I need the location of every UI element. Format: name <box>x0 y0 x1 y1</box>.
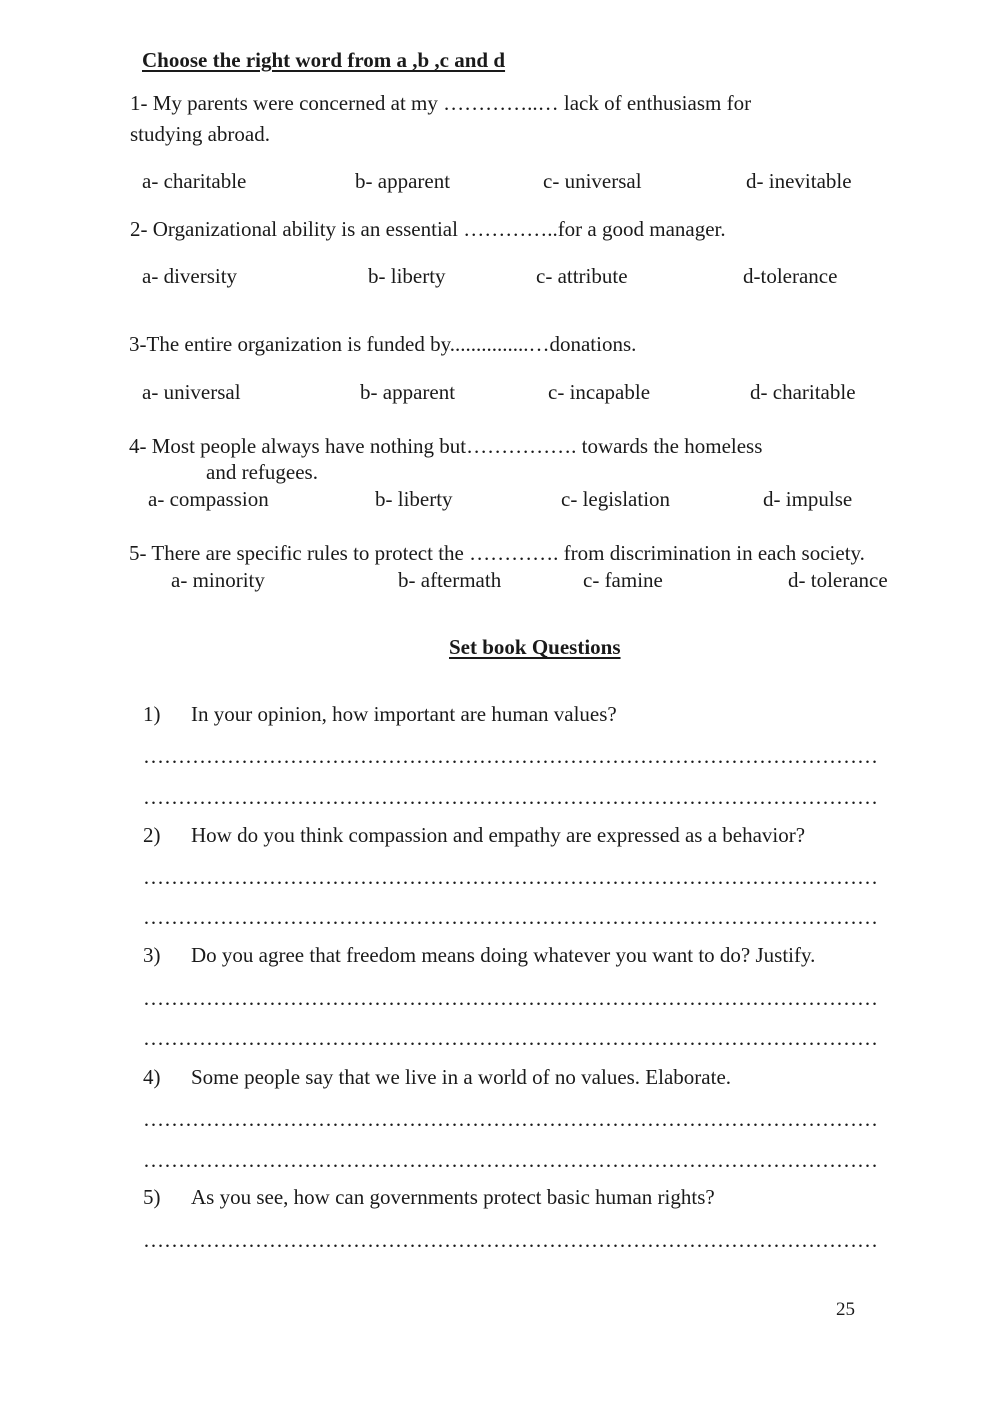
setbook-question-3-number: 3) <box>143 943 161 967</box>
mcq-4-option-d: d- impulse <box>763 487 853 511</box>
mcq-1-option-c: c- universal <box>543 169 642 193</box>
section-heading-mcq: Choose the right word from a ,b ,c and d <box>142 48 506 72</box>
answer-line: …………………………………………………………………………………………… <box>143 787 878 808</box>
page-number: 25 <box>836 1299 855 1320</box>
setbook-question-4-number: 4) <box>143 1065 161 1089</box>
mcq-question-4: 4- Most people always have nothing but……………. towards the homeless <box>129 434 763 458</box>
mcq-4-option-c: c- legislation <box>561 487 671 511</box>
mcq-question-1-continued: studying abroad. <box>130 122 270 146</box>
mcq-5-option-b: b- aftermath <box>398 568 502 592</box>
mcq-3-option-a: a- universal <box>142 380 241 404</box>
answer-line: …………………………………………………………………………………………… <box>143 1150 878 1171</box>
mcq-2-option-b: b- liberty <box>368 264 446 288</box>
mcq-4-option-b: b- liberty <box>375 487 453 511</box>
answer-line: …………………………………………………………………………………………… <box>143 867 878 888</box>
setbook-question-1-text: In your opinion, how important are human values? <box>191 702 617 726</box>
answer-line: …………………………………………………………………………………………… <box>143 988 878 1009</box>
section-heading-setbook: Set book Questions <box>449 635 621 659</box>
mcq-5-option-d: d- tolerance <box>788 568 888 592</box>
answer-line: …………………………………………………………………………………………… <box>143 1230 878 1251</box>
mcq-5-option-a: a- minority <box>171 568 265 592</box>
setbook-question-1-number: 1) <box>143 702 161 726</box>
setbook-question-2-text: How do you think compassion and empathy are expressed as a behavior? <box>191 823 806 847</box>
answer-line: …………………………………………………………………………………………… <box>143 1028 878 1049</box>
mcq-3-option-b: b- apparent <box>360 380 456 404</box>
setbook-question-5-number: 5) <box>143 1185 161 1209</box>
setbook-question-4-text: Some people say that we live in a world of no values. Elaborate. <box>191 1065 732 1089</box>
setbook-question-3-text: Do you agree that freedom means doing whatever you want to do? Justify. <box>191 943 816 967</box>
answer-line: …………………………………………………………………………………………… <box>143 746 878 767</box>
answer-line: …………………………………………………………………………………………… <box>143 1109 878 1130</box>
mcq-question-4-continued: and refugees. <box>206 460 318 484</box>
mcq-question-5: 5- There are specific rules to protect the …………. from discrimination in each society. <box>129 541 865 565</box>
mcq-question-2: 2- Organizational ability is an essential …………..for a good manager. <box>130 217 726 241</box>
mcq-4-option-a: a- compassion <box>148 487 269 511</box>
mcq-question-3: 3-The entire organization is funded by...............…donations. <box>129 332 637 356</box>
setbook-question-2-number: 2) <box>143 823 161 847</box>
mcq-5-option-c: c- famine <box>583 568 663 592</box>
mcq-2-option-d: d-tolerance <box>743 264 838 288</box>
mcq-1-option-d: d- inevitable <box>746 169 852 193</box>
setbook-question-5-text: As you see, how can governments protect basic human rights? <box>191 1185 715 1209</box>
mcq-1-option-a: a- charitable <box>142 169 247 193</box>
mcq-2-option-a: a- diversity <box>142 264 238 288</box>
mcq-question-1: 1- My parents were concerned at my …………..… lack of enthusiasm for <box>130 91 752 115</box>
mcq-3-option-c: c- incapable <box>548 380 651 404</box>
mcq-2-option-c: c- attribute <box>536 264 628 288</box>
answer-line: …………………………………………………………………………………………… <box>143 907 878 928</box>
mcq-3-option-d: d- charitable <box>750 380 856 404</box>
mcq-1-option-b: b- apparent <box>355 169 451 193</box>
